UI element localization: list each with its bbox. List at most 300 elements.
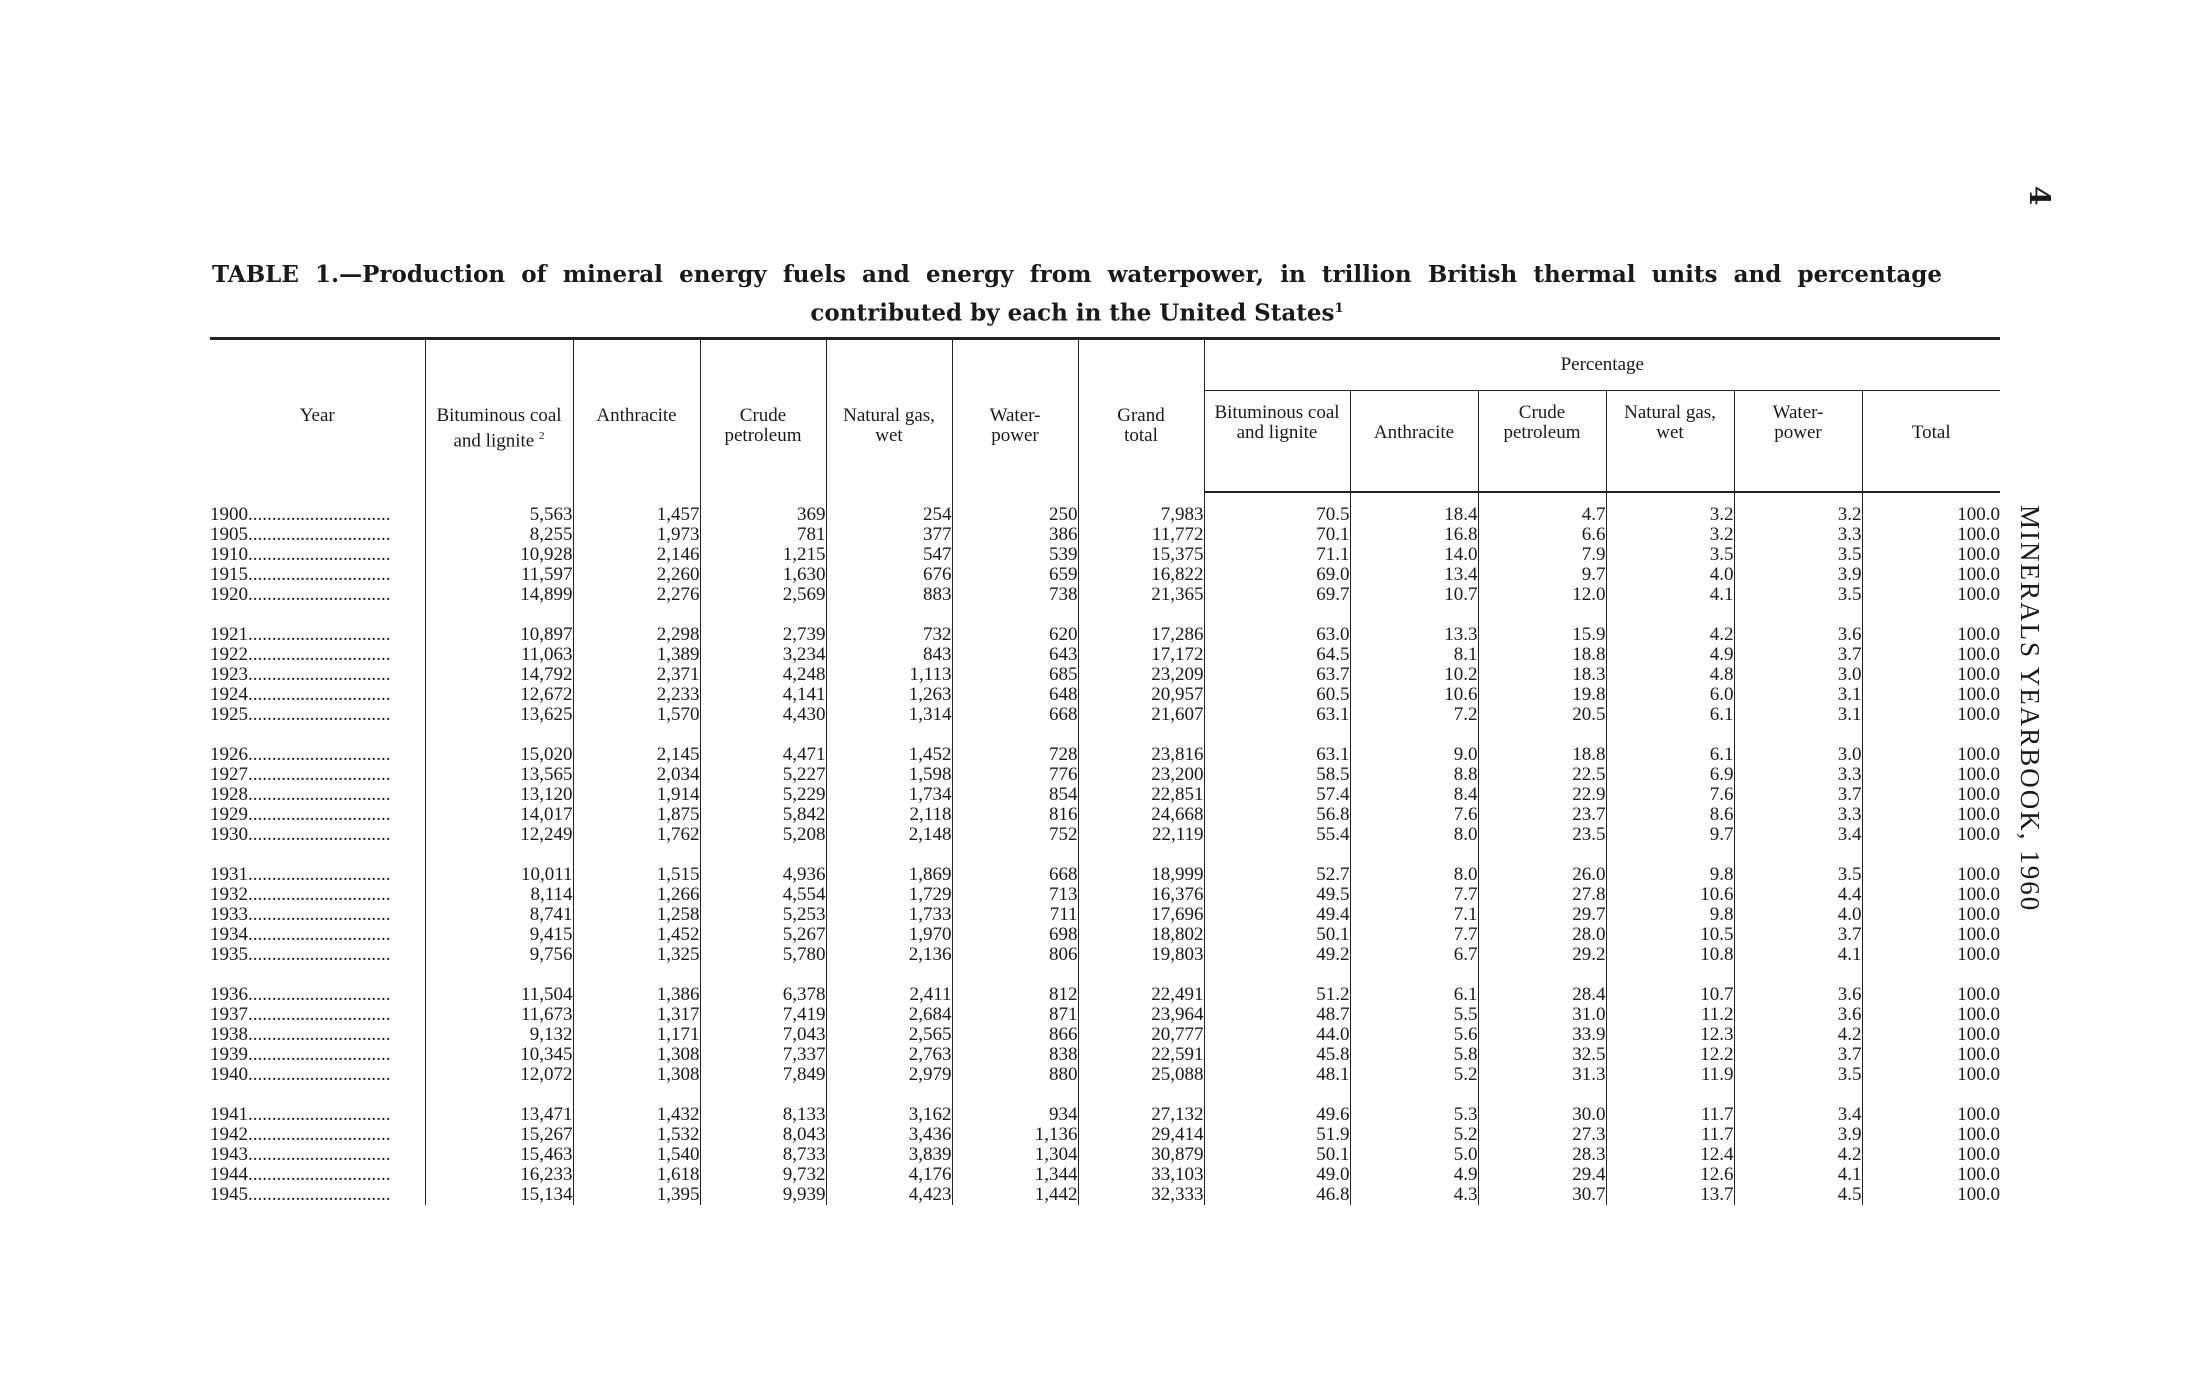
dot-leader: .............................. [248,503,391,525]
cell-pct-anthracite: 13.4 [1350,565,1478,585]
cell-year [210,745,425,765]
cell-pct-crude: 33.9 [1478,1025,1606,1045]
cell-pct-crude: 28.3 [1478,1145,1606,1165]
cell-pct-total: 100.0 [1862,885,2000,905]
cell-pct-anthracite: 6.7 [1350,945,1478,965]
cell-pct-water: 3.2 [1734,492,1862,525]
spacer-cell [1350,725,1478,745]
year-label: 1928 [210,785,248,805]
cell-pct-water: 3.4 [1734,1105,1862,1125]
year-label: 1937 [210,1005,248,1025]
cell-natgas: 1,113 [826,665,952,685]
cell-pct-total: 100.0 [1862,985,2000,1005]
cell-pct-water: 4.4 [1734,885,1862,905]
cell-grand-total: 17,286 [1078,625,1204,645]
year-label: 1945 [210,1185,248,1205]
dot-leader: .............................. [248,585,391,605]
spacer-cell [826,725,952,745]
cell-bituminous: 15,267 [425,1125,573,1145]
cell-pct-natgas: 11.2 [1606,1005,1734,1025]
cell-pct-natgas: 10.8 [1606,945,1734,965]
spacer-cell [1606,605,1734,625]
cell-crude: 2,569 [700,585,826,605]
cell-pct-natgas: 4.2 [1606,625,1734,645]
cell-anthracite: 1,515 [573,865,700,885]
cell-pct-bituminous: 55.4 [1204,825,1350,845]
cell-pct-natgas: 3.2 [1606,492,1734,525]
header-pct-total: Total [1862,391,2000,493]
header-anthracite: Anthracite [573,339,700,493]
cell-grand-total: 18,999 [1078,865,1204,885]
table-row [210,585,2000,605]
year-label: 1922 [210,645,248,665]
cell-bituminous: 8,741 [425,905,573,925]
dot-leader: .............................. [248,545,391,565]
cell-pct-total: 100.0 [1862,805,2000,825]
table-row [210,785,2000,805]
cell-pct-bituminous: 49.5 [1204,885,1350,905]
cell-crude: 5,208 [700,825,826,845]
cell-pct-crude: 6.6 [1478,525,1606,545]
cell-crude: 4,248 [700,665,826,685]
cell-crude: 3,234 [700,645,826,665]
dot-leader: .............................. [248,1125,391,1145]
cell-anthracite: 1,266 [573,885,700,905]
cell-grand-total: 23,200 [1078,765,1204,785]
table-row [210,925,2000,945]
dot-leader: .............................. [248,1185,391,1205]
cell-pct-bituminous: 49.4 [1204,905,1350,925]
cell-natgas: 3,839 [826,1145,952,1165]
cell-bituminous: 15,020 [425,745,573,765]
cell-year [210,905,425,925]
spacer-cell [1078,605,1204,625]
cell-anthracite: 2,276 [573,585,700,605]
spacer-cell [1606,845,1734,865]
header-pct-crude: Crude petroleum [1478,391,1606,493]
spacer-cell [573,725,700,745]
cell-water: 1,136 [952,1125,1078,1145]
cell-pct-water: 3.9 [1734,1125,1862,1145]
title-footnote-ref: 1 [1334,301,1344,316]
cell-year [210,625,425,645]
spacer-cell [826,965,952,985]
cell-pct-total: 100.0 [1862,625,2000,645]
cell-pct-bituminous: 49.0 [1204,1165,1350,1185]
cell-pct-crude: 19.8 [1478,685,1606,705]
cell-pct-crude: 29.7 [1478,905,1606,925]
spacer-cell [210,605,425,625]
cell-year [210,925,425,945]
cell-bituminous: 10,345 [425,1045,573,1065]
dot-leader: .............................. [248,625,391,645]
cell-natgas: 1,970 [826,925,952,945]
running-head: MINERALS YEARBOOK, 1960 [2015,505,2045,913]
cell-bituminous: 10,897 [425,625,573,645]
cell-grand-total: 7,983 [1078,492,1204,525]
cell-bituminous: 13,565 [425,765,573,785]
cell-water: 866 [952,1025,1078,1045]
spacer-cell [1204,965,1350,985]
cell-pct-bituminous: 46.8 [1204,1185,1350,1205]
cell-pct-anthracite: 7.1 [1350,905,1478,925]
cell-anthracite: 1,258 [573,905,700,925]
cell-pct-total: 100.0 [1862,1065,2000,1085]
cell-anthracite: 1,532 [573,1125,700,1145]
cell-year [210,525,425,545]
cell-bituminous: 13,120 [425,785,573,805]
cell-natgas: 2,148 [826,825,952,845]
cell-pct-total: 100.0 [1862,1125,2000,1145]
cell-anthracite: 1,171 [573,1025,700,1045]
cell-anthracite: 2,260 [573,565,700,585]
cell-pct-total: 100.0 [1862,1105,2000,1125]
spacer-cell [1734,965,1862,985]
cell-year [210,1005,425,1025]
cell-pct-bituminous: 70.1 [1204,525,1350,545]
cell-bituminous: 13,471 [425,1105,573,1125]
cell-natgas: 3,162 [826,1105,952,1125]
spacer-cell [1862,965,2000,985]
cell-pct-crude: 20.5 [1478,705,1606,725]
spacer-cell [1078,845,1204,865]
dot-leader: .............................. [248,805,391,825]
cell-crude: 4,471 [700,745,826,765]
cell-pct-water: 3.4 [1734,825,1862,845]
table-row [210,905,2000,925]
cell-crude: 5,267 [700,925,826,945]
cell-natgas: 547 [826,545,952,565]
cell-pct-total: 100.0 [1862,945,2000,965]
cell-crude: 2,739 [700,625,826,645]
cell-pct-crude: 7.9 [1478,545,1606,565]
cell-pct-water: 3.7 [1734,785,1862,805]
cell-water: 698 [952,925,1078,945]
cell-crude: 1,215 [700,545,826,565]
cell-anthracite: 1,452 [573,925,700,945]
cell-pct-natgas: 4.1 [1606,585,1734,605]
cell-pct-bituminous: 58.5 [1204,765,1350,785]
cell-pct-water: 3.3 [1734,805,1862,825]
spacer-cell [700,725,826,745]
cell-anthracite: 1,389 [573,645,700,665]
cell-pct-bituminous: 51.2 [1204,985,1350,1005]
cell-crude: 6,378 [700,985,826,1005]
cell-water: 738 [952,585,1078,605]
cell-pct-crude: 31.0 [1478,1005,1606,1025]
year-label: 1927 [210,765,248,785]
cell-pct-natgas: 12.2 [1606,1045,1734,1065]
cell-pct-crude: 4.7 [1478,492,1606,525]
cell-year [210,765,425,785]
cell-anthracite: 2,034 [573,765,700,785]
cell-pct-total: 100.0 [1862,1005,2000,1025]
spacer-cell [573,965,700,985]
spacer-cell [1478,845,1606,865]
table-row [210,1025,2000,1045]
cell-natgas: 4,423 [826,1185,952,1205]
year-label: 1930 [210,825,248,845]
cell-pct-water: 3.7 [1734,925,1862,945]
cell-grand-total: 24,668 [1078,805,1204,825]
cell-natgas: 2,979 [826,1065,952,1085]
cell-pct-water: 3.7 [1734,1045,1862,1065]
cell-water: 816 [952,805,1078,825]
cell-crude: 9,732 [700,1165,826,1185]
spacer-cell [210,845,425,865]
cell-grand-total: 19,803 [1078,945,1204,965]
cell-water: 838 [952,1045,1078,1065]
cell-bituminous: 13,625 [425,705,573,725]
cell-pct-total: 100.0 [1862,785,2000,805]
cell-pct-natgas: 4.9 [1606,645,1734,665]
header-pct-natgas: Natural gas, wet [1606,391,1734,493]
year-label: 1931 [210,865,248,885]
table-row [210,705,2000,725]
table-row [210,985,2000,1005]
table-title [212,258,1942,331]
cell-pct-water: 3.1 [1734,685,1862,705]
cell-pct-anthracite: 18.4 [1350,492,1478,525]
cell-crude: 7,337 [700,1045,826,1065]
dot-leader: .............................. [248,745,391,765]
cell-pct-crude: 23.5 [1478,825,1606,845]
table-row [210,525,2000,545]
header-percentage: Percentage [1204,339,2000,391]
cell-pct-anthracite: 8.0 [1350,865,1478,885]
cell-anthracite: 1,325 [573,945,700,965]
dot-leader: .............................. [248,565,391,585]
cell-pct-total: 100.0 [1862,492,2000,525]
cell-year [210,1105,425,1125]
cell-year [210,1065,425,1085]
cell-bituminous: 5,563 [425,492,573,525]
cell-water: 250 [952,492,1078,525]
year-label: 1944 [210,1165,248,1185]
cell-pct-anthracite: 5.0 [1350,1145,1478,1165]
cell-pct-natgas: 12.4 [1606,1145,1734,1165]
cell-pct-total: 100.0 [1862,1045,2000,1065]
cell-natgas: 2,565 [826,1025,952,1045]
year-label: 1942 [210,1125,248,1145]
table-row [210,865,2000,885]
cell-grand-total: 17,172 [1078,645,1204,665]
year-label: 1933 [210,905,248,925]
year-label: 1924 [210,685,248,705]
cell-pct-natgas: 10.5 [1606,925,1734,945]
cell-pct-natgas: 11.7 [1606,1105,1734,1125]
cell-pct-crude: 22.5 [1478,765,1606,785]
cell-anthracite: 1,875 [573,805,700,825]
cell-water: 1,344 [952,1165,1078,1185]
cell-pct-anthracite: 5.2 [1350,1065,1478,1085]
cell-pct-total: 100.0 [1862,565,2000,585]
cell-pct-water: 3.1 [1734,705,1862,725]
cell-pct-crude: 29.2 [1478,945,1606,965]
cell-crude: 7,043 [700,1025,826,1045]
cell-grand-total: 25,088 [1078,1065,1204,1085]
spacer-cell [1204,605,1350,625]
cell-pct-anthracite: 10.7 [1350,585,1478,605]
table-row [210,645,2000,665]
cell-natgas: 1,314 [826,705,952,725]
header-natgas: Natural gas, wet [826,339,952,493]
spacer-cell [1078,965,1204,985]
cell-pct-water: 3.5 [1734,585,1862,605]
cell-pct-bituminous: 52.7 [1204,865,1350,885]
cell-bituminous: 9,415 [425,925,573,945]
spacer-cell [1862,1085,2000,1105]
cell-crude: 8,043 [700,1125,826,1145]
cell-grand-total: 33,103 [1078,1165,1204,1185]
table-row [210,885,2000,905]
cell-pct-bituminous: 51.9 [1204,1125,1350,1145]
cell-pct-anthracite: 9.0 [1350,745,1478,765]
cell-pct-anthracite: 5.5 [1350,1005,1478,1025]
cell-anthracite: 1,973 [573,525,700,545]
cell-pct-anthracite: 7.7 [1350,925,1478,945]
cell-grand-total: 22,491 [1078,985,1204,1005]
cell-anthracite: 2,146 [573,545,700,565]
cell-pct-total: 100.0 [1862,1165,2000,1185]
cell-year [210,1045,425,1065]
year-label: 1941 [210,1105,248,1125]
cell-pct-anthracite: 5.2 [1350,1125,1478,1145]
table-row [210,1045,2000,1065]
cell-pct-bituminous: 45.8 [1204,1045,1350,1065]
cell-natgas: 3,436 [826,1125,952,1145]
cell-grand-total: 21,607 [1078,705,1204,725]
dot-leader: .............................. [248,1005,391,1025]
cell-pct-crude: 9.7 [1478,565,1606,585]
cell-pct-anthracite: 7.7 [1350,885,1478,905]
year-label: 1934 [210,925,248,945]
spacer-cell [1862,725,2000,745]
cell-anthracite: 1,540 [573,1145,700,1165]
spacer-cell [700,1085,826,1105]
cell-grand-total: 23,209 [1078,665,1204,685]
cell-grand-total: 30,879 [1078,1145,1204,1165]
cell-water: 934 [952,1105,1078,1125]
cell-natgas: 2,684 [826,1005,952,1025]
cell-pct-natgas: 3.2 [1606,525,1734,545]
cell-crude: 5,842 [700,805,826,825]
cell-grand-total: 21,365 [1078,585,1204,605]
dot-leader: .............................. [248,665,391,685]
cell-water: 1,304 [952,1145,1078,1165]
cell-pct-crude: 30.7 [1478,1185,1606,1205]
cell-crude: 1,630 [700,565,826,585]
group-spacer [210,845,2000,865]
cell-pct-bituminous: 49.6 [1204,1105,1350,1125]
header-bituminous-text: Bituminous coal and lignite [436,405,562,452]
spacer-cell [1478,605,1606,625]
cell-pct-crude: 26.0 [1478,865,1606,885]
dot-leader: .............................. [248,825,391,845]
cell-pct-anthracite: 5.3 [1350,1105,1478,1125]
cell-year [210,1165,425,1185]
cell-pct-natgas: 12.6 [1606,1165,1734,1185]
table-row [210,1165,2000,1185]
cell-crude: 7,419 [700,1005,826,1025]
cell-year [210,665,425,685]
cell-pct-crude: 18.8 [1478,745,1606,765]
cell-pct-total: 100.0 [1862,745,2000,765]
cell-crude: 9,939 [700,1185,826,1205]
cell-natgas: 254 [826,492,952,525]
spacer-cell [1734,605,1862,625]
spacer-cell [425,965,573,985]
cell-pct-natgas: 3.5 [1606,545,1734,565]
spacer-cell [1204,845,1350,865]
cell-water: 713 [952,885,1078,905]
energy-production-table [210,337,2000,1205]
spacer-cell [952,1085,1078,1105]
cell-pct-bituminous: 48.1 [1204,1065,1350,1085]
dot-leader: .............................. [248,525,391,545]
group-spacer [210,605,2000,625]
dot-leader: .............................. [248,645,391,665]
cell-anthracite: 1,570 [573,705,700,725]
cell-bituminous: 8,255 [425,525,573,545]
table-row [210,1065,2000,1085]
dot-leader: .............................. [248,1065,391,1085]
cell-year [210,565,425,585]
spacer-cell [1478,1085,1606,1105]
cell-pct-anthracite: 13.3 [1350,625,1478,645]
cell-natgas: 1,598 [826,765,952,785]
cell-pct-bituminous: 48.7 [1204,1005,1350,1025]
cell-pct-anthracite: 10.2 [1350,665,1478,685]
cell-bituminous: 10,011 [425,865,573,885]
cell-bituminous: 10,928 [425,545,573,565]
cell-pct-total: 100.0 [1862,665,2000,685]
spacer-cell [210,1085,425,1105]
spacer-cell [700,965,826,985]
cell-anthracite: 2,233 [573,685,700,705]
dot-leader: .............................. [248,685,391,705]
cell-pct-anthracite: 4.9 [1350,1165,1478,1185]
dot-leader: .............................. [248,705,391,725]
cell-anthracite: 1,457 [573,492,700,525]
cell-pct-crude: 27.3 [1478,1125,1606,1145]
header-grand-total: Grand total [1078,339,1204,493]
table-row [210,805,2000,825]
cell-pct-total: 100.0 [1862,1185,2000,1205]
spacer-cell [826,605,952,625]
cell-water: 806 [952,945,1078,965]
table-row [210,945,2000,965]
cell-water: 812 [952,985,1078,1005]
cell-pct-water: 3.3 [1734,525,1862,545]
cell-natgas: 676 [826,565,952,585]
year-label: 1900 [210,503,248,525]
spacer-cell [210,725,425,745]
cell-water: 880 [952,1065,1078,1085]
cell-crude: 4,141 [700,685,826,705]
cell-grand-total: 20,777 [1078,1025,1204,1045]
spacer-cell [1350,845,1478,865]
cell-pct-total: 100.0 [1862,905,2000,925]
cell-grand-total: 22,119 [1078,825,1204,845]
cell-anthracite: 1,308 [573,1045,700,1065]
cell-natgas: 1,263 [826,685,952,705]
cell-grand-total: 17,696 [1078,905,1204,925]
year-label: 1910 [210,545,248,565]
cell-pct-bituminous: 49.2 [1204,945,1350,965]
spacer-cell [573,605,700,625]
spacer-cell [573,1085,700,1105]
